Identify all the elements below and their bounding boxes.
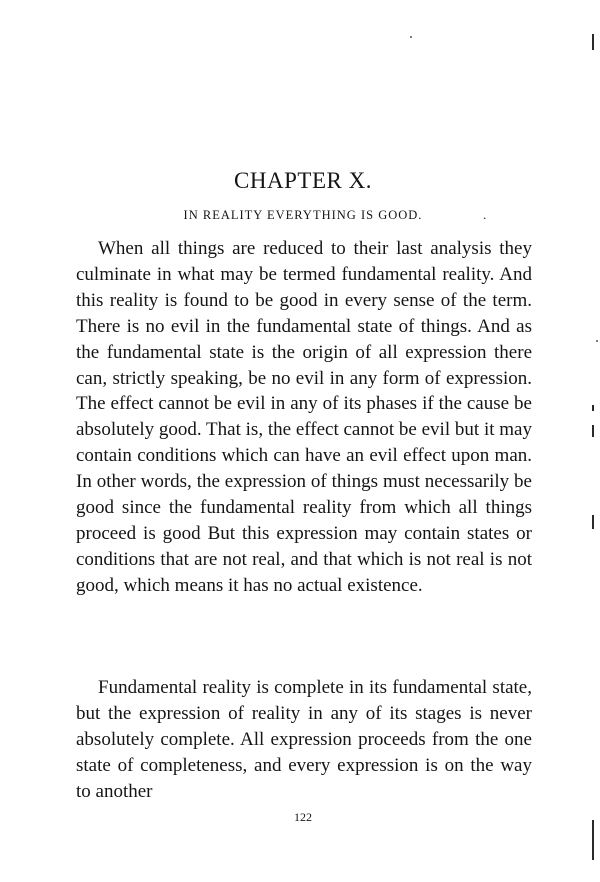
scan-speck [596, 340, 598, 342]
scan-edge-mark [592, 425, 594, 437]
paragraph-1: When all things are reduced to their last analysis they culminate in what may be termed fundamental reality. And this reality is found to be good in every sense of the term. There is no evil in the fundamental state of things. And as the fundamental state is the origin of all expression there can, strictly speaking, be no evil in any form of expression. The effect cannot be evil in any of its phases if the cause be absolutely good. That is, the effect cannot be evil but it may contain conditions which can have an evil effect upon man. In other words, the expression of things must necessarily be good since the fundamental reality from which all things proceed is good But this expression may contain states or conditions that are not real, and that which is not real is not good, which means it has no actual existence. [76, 238, 532, 596]
subtitle-stray-mark: . [483, 207, 487, 222]
page-number: 122 [294, 810, 312, 824]
scan-edge-mark [592, 515, 594, 529]
scan-edge-mark [592, 820, 594, 860]
paragraph-2: Fundamental reality is complete in its fundamental state, but the expression of reality in any of its stages is never absolutely complete. All expression proceeds from the one state of completeness, and every expression is on the way to another [76, 677, 532, 802]
chapter-subtitle: IN REALITY EVERYTHING IS GOOD. [183, 208, 423, 222]
scan-edge-mark [592, 34, 594, 50]
chapter-title: CHAPTER X. [234, 168, 372, 193]
scan-edge-mark [592, 405, 594, 411]
scan-speck [410, 36, 412, 38]
